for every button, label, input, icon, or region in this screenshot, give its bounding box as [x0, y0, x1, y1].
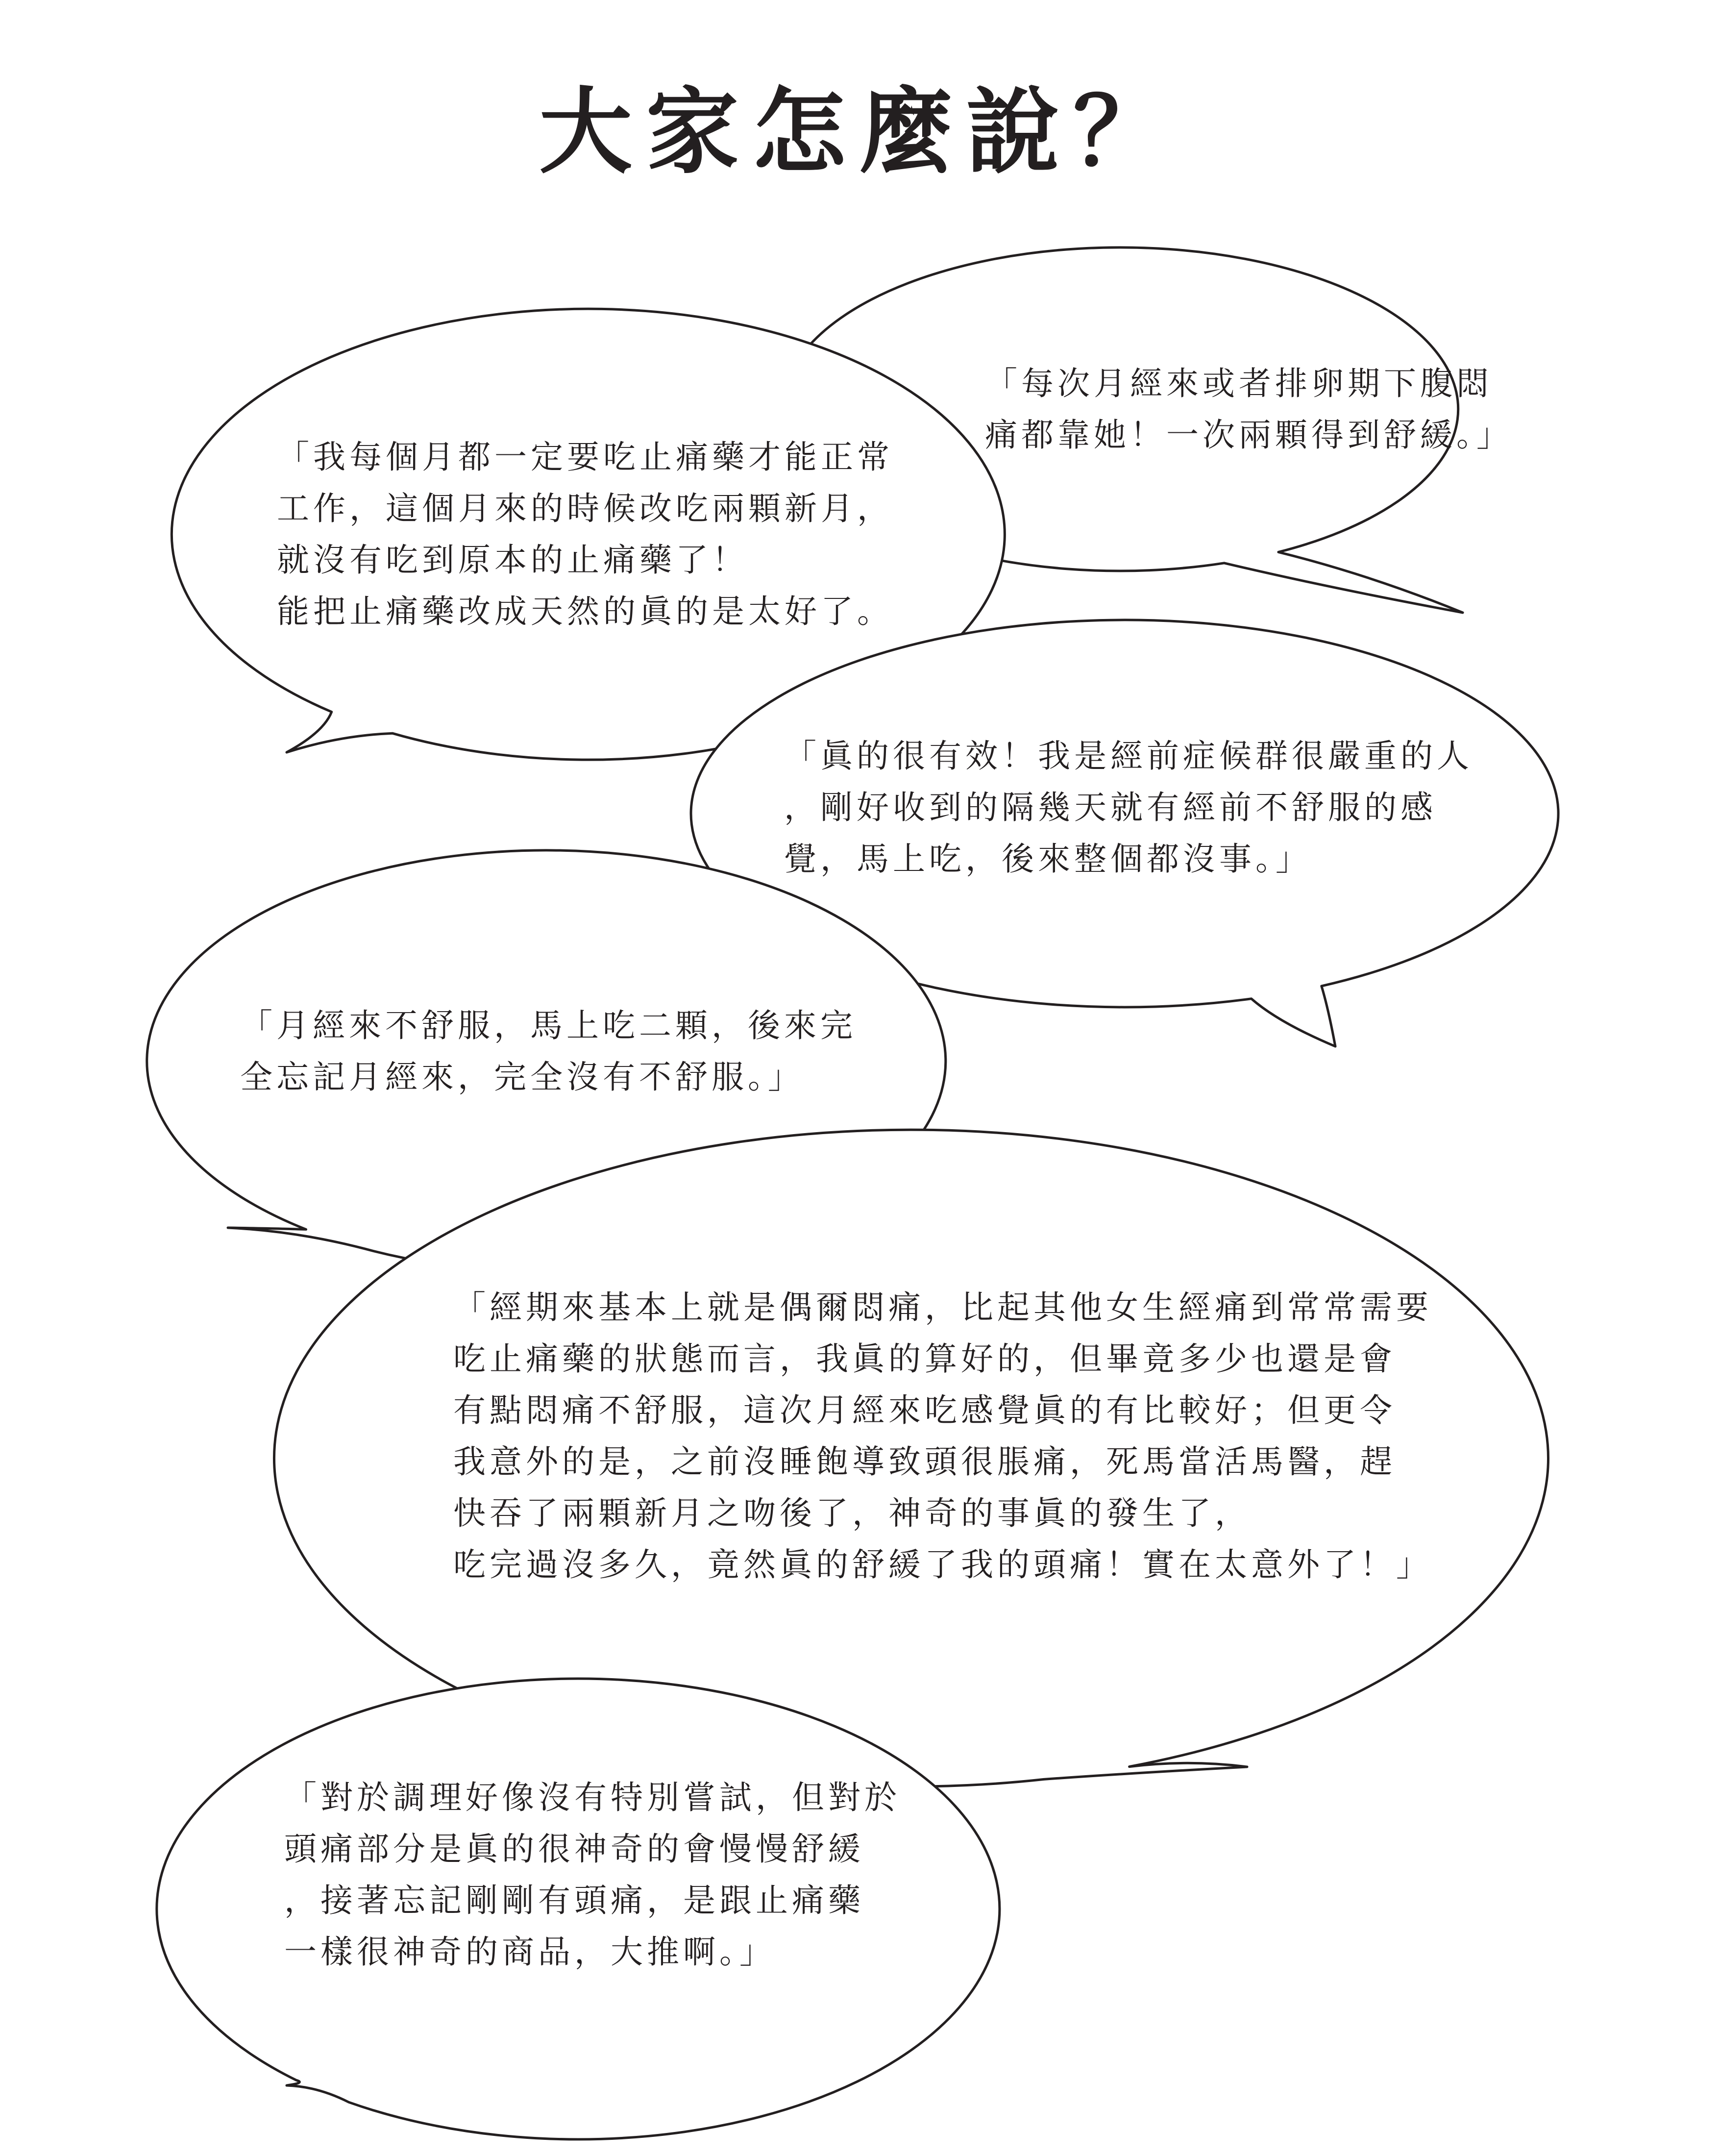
testimonial-line: 「對於調理好像沒有特別嘗試，但對於 — [284, 1779, 901, 1816]
testimonial-line: 我意外的是，之前沒睡飽導致頭很脹痛，死馬當活馬醫，趕 — [453, 1443, 1396, 1481]
testimonial-3 — [784, 730, 1473, 885]
testimonial-line: 工作，這個月來的時候改吃兩顆新月， — [277, 490, 893, 527]
testimonial-line: 吃完過沒多久，竟然眞的舒緩了我的頭痛！實在太意外了！」 — [453, 1546, 1432, 1584]
testimonial-line: ，接著忘記剛剛有頭痛，是跟止痛藥 — [284, 1882, 864, 1919]
testimonial-5 — [453, 1282, 1432, 1590]
testimonial-line: 有點悶痛不舒服，這次月經來吃感覺眞的有比較好；但更令 — [453, 1391, 1396, 1429]
testimonial-line: 吃止痛藥的狀態而言，我眞的算好的，但畢竟多少也還是會 — [453, 1340, 1396, 1378]
testimonial-line: 頭痛部分是眞的很神奇的會慢慢舒緩 — [284, 1830, 864, 1868]
testimonial-6 — [284, 1772, 901, 1978]
testimonial-line: 全忘記月經來，完全沒有不舒服。」 — [240, 1058, 804, 1096]
testimonial-line: 能把止痛藥改成天然的眞的是太好了。 — [277, 593, 893, 630]
testimonial-line: ，剛好收到的隔幾天就有經前不舒服的感 — [784, 789, 1437, 826]
testimonial-line: 覺，馬上吃，後來整個都沒事。」 — [784, 840, 1312, 878]
testimonial-line: 就沒有吃到原本的止痛藥了！ — [277, 541, 748, 579]
page-title: 大家怎麼說？ — [539, 78, 1180, 186]
testimonial-line: 痛都靠她！一次兩顆得到舒緩。」 — [985, 416, 1513, 454]
testimonial-line: 「每次月經來或者排卵期下腹悶 — [985, 365, 1493, 402]
testimonial-4 — [240, 1000, 857, 1103]
testimonial-line: 一樣很神奇的商品，大推啊。」 — [284, 1933, 776, 1971]
testimonial-line: 「我每個月都一定要吃止痛藥才能正常 — [277, 438, 893, 476]
testimonial-2 — [985, 358, 1513, 461]
testimonial-line: 「眞的很有效！我是經前症候群很嚴重的人 — [784, 737, 1473, 775]
testimonial-line: 「經期來基本上就是偶爾悶痛，比起其他女生經痛到常常需要 — [453, 1289, 1432, 1326]
testimonial-line: 快吞了兩顆新月之吻後了，神奇的事眞的發生了， — [453, 1494, 1251, 1532]
testimonial-1 — [277, 431, 893, 637]
testimonial-line: 「月經來不舒服，馬上吃二顆，後來完 — [240, 1007, 857, 1044]
